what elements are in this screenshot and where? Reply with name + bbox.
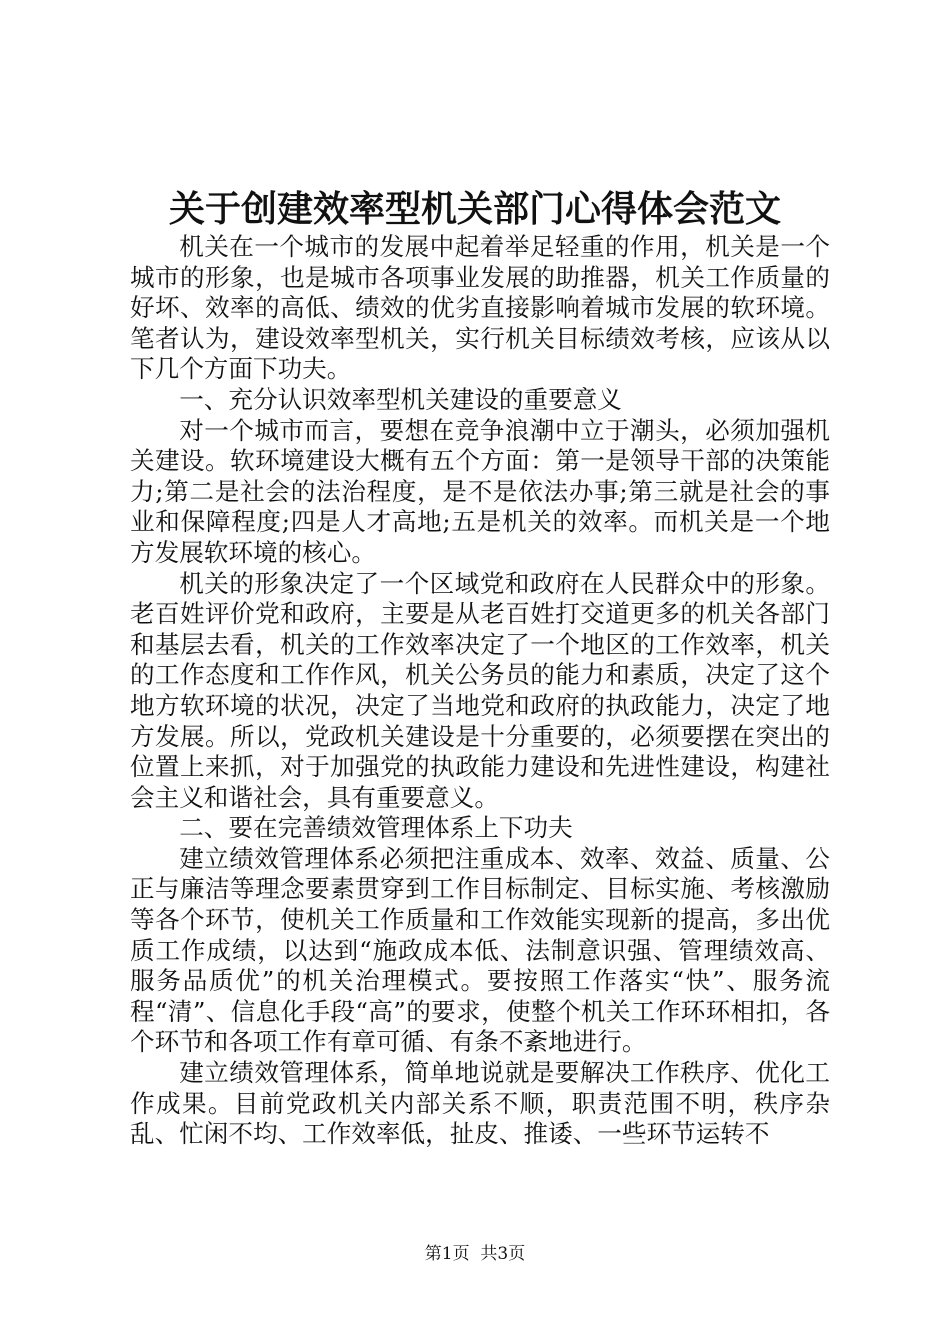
paragraph-intro: 机关在一个城市的发展中起着举足轻重的作用，机关是一个城市的形象，也是城市各项事业发展的助推器，机关工作质量的好坏、效率的高低、绩效的优劣直接影响着城市发展的软环境。笔者认为，建设效率型机关，实行机关目标绩效考核，应该从以下几个方面下功夫。	[130, 232, 830, 384]
paragraph-image-of-agency: 机关的形象决定了一个区域党和政府在人民群众中的形象。老百姓评价党和政府，主要是从老百姓打交道更多的机关各部门和基层去看，机关的工作效率决定了一个地区的工作效率，机关的工作态度和工作作风，机关公务员的能力和素质，决定了这个地方软环境的状况，决定了当地党和政府的执政能力，决定了地方发展。所以，党政机关建设是十分重要的，必须要摆在突出的位置上来抓，对于加强党的执政能力建设和先进性建设，构建社会主义和谐社会，具有重要意义。	[130, 568, 830, 812]
document-body	[130, 232, 830, 1150]
paragraph-soft-environment: 对一个城市而言，要想在竞争浪潮中立于潮头，必须加强机关建设。软环境建设大概有五个方面：第一是领导干部的决策能力;第二是社会的法治程度，是不是依法办事;第三就是社会的事业和保障程度;四是人才高地;五是机关的效率。而机关是一个地方发展软环境的核心。	[130, 415, 830, 567]
document-title: 关于创建效率型机关部门心得体会范文	[168, 188, 781, 230]
page-number: 第1页 共3页	[424, 1244, 526, 1264]
paragraph-performance-system: 建立绩效管理体系必须把注重成本、效率、效益、质量、公正与廉洁等理念要素贯穿到工作目标制定、目标实施、考核激励等各个环节，使机关工作质量和工作效能实现新的提高，多出优质工作成绩，以达到“施政成本低、法制意识强、管理绩效高、服务品质优”的机关治理模式。要按照工作落实“快”、服务流程“清”、信息化手段“高”的要求，使整个机关工作环环相扣，各个环节和各项工作有章可循、有条不紊地进行。	[130, 843, 830, 1057]
page-footer	[0, 1243, 950, 1265]
paragraph-work-order: 建立绩效管理体系，简单地说就是要解决工作秩序、优化工作成果。目前党政机关内部关系不顺，职责范围不明，秩序杂乱、忙闲不均、工作效率低，扯皮、推诿、一些环节运转不	[130, 1058, 830, 1149]
section-heading-1: 一、充分认识效率型机关建设的重要意义	[179, 384, 622, 414]
section-heading-2: 二、要在完善绩效管理体系上下功夫	[179, 813, 573, 843]
